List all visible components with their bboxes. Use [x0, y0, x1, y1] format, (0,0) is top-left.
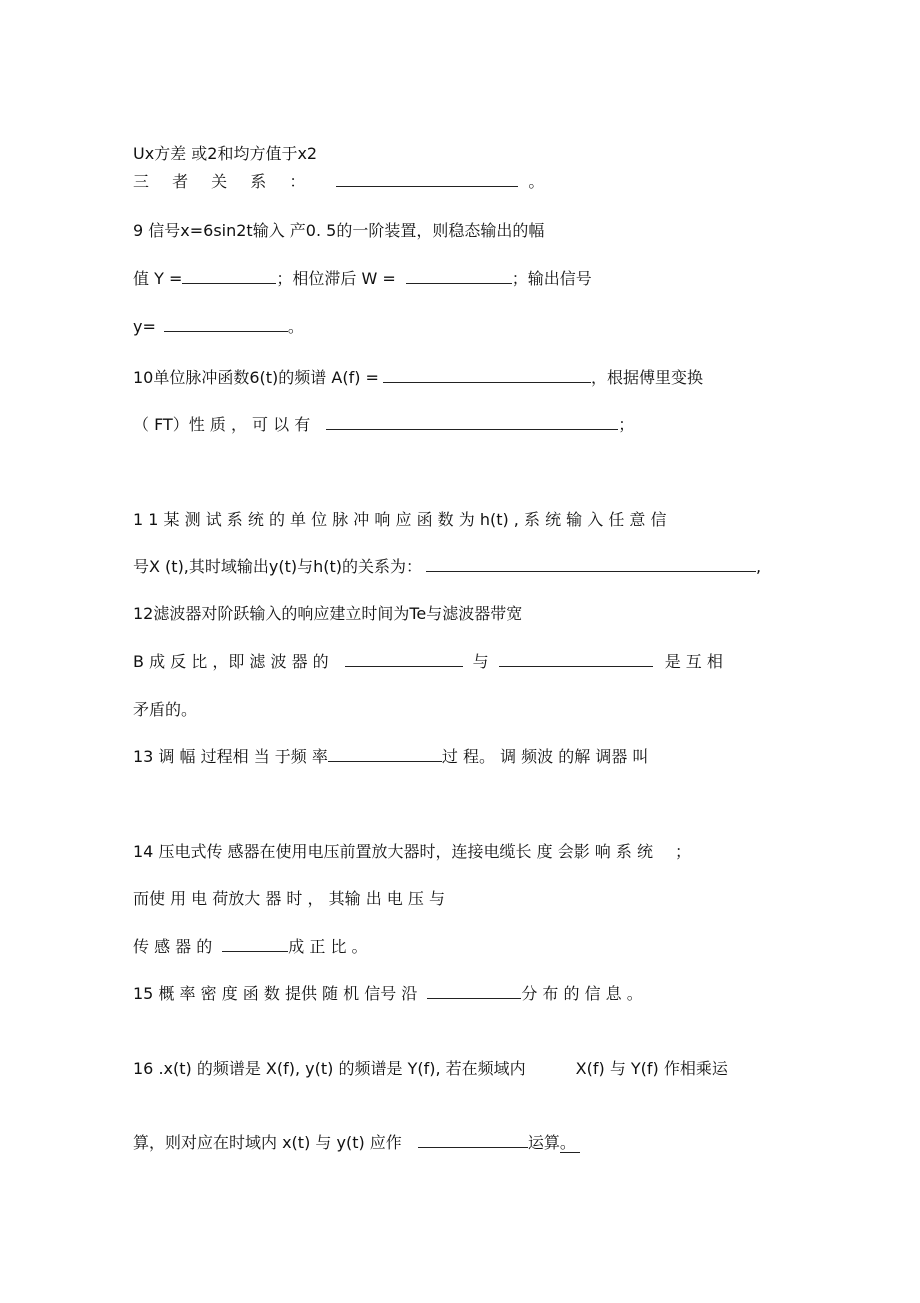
q14-text-b: ；: [674, 842, 691, 861]
q13-line1: [133, 746, 648, 768]
blank-field: [182, 268, 276, 284]
q10-text-b: ，根据傅里变换: [590, 368, 703, 387]
q12-line3: 矛盾的。: [133, 700, 198, 719]
q16-text-a: 16 .x(t) 的频谱是 X(f), y(t) 的频谱是 Y(f), 若在频域内: [133, 1059, 526, 1078]
q12-text-c: 是 互 相: [664, 652, 723, 671]
blank-field: [418, 1132, 528, 1148]
blank-field: [406, 268, 512, 284]
q14-line3: [133, 936, 368, 958]
q14-line1: [133, 841, 691, 863]
q9-text-a: 值 Y =: [133, 269, 183, 288]
q8-line2: [133, 171, 544, 193]
q11-line2: [133, 556, 761, 578]
q13-text-b: 过 程。 调 频波 的解 调器 叫: [441, 747, 649, 766]
q15-text-a: 15 概 率 密 度 函 数 提供 随 机 信号 沿: [133, 984, 418, 1003]
q12-line2: [133, 651, 723, 673]
blank-field: [426, 556, 756, 572]
q9-text-c: ；输出信号: [511, 269, 592, 288]
q15-line1: [133, 983, 643, 1005]
q10-line1: [133, 367, 703, 389]
q16-text-d: 运算: [527, 1133, 560, 1152]
blank-field: [345, 651, 463, 667]
q16-text-c: 算，则对应在时域内 x(t) 与 y(t) 应作: [133, 1133, 402, 1152]
q8-text: 三 者 关 系 ：: [133, 172, 315, 191]
q12-text-a: B 成 反 比 ，即 滤 波 器 的: [133, 652, 329, 671]
q12-text-b: 与: [472, 652, 489, 671]
q16-line2: [133, 1132, 580, 1154]
q14-text-c: 传 感 器 的: [133, 937, 213, 956]
q16-text-b: X(f) 与 Y(f) 作相乘运: [575, 1059, 728, 1078]
blank-field: [499, 651, 653, 667]
q10-end: ；: [618, 415, 635, 434]
q10-text-c: （ FT）性 质 ， 可 以 有: [133, 415, 311, 434]
q9-line2: [133, 268, 592, 290]
q14-text-d: 成 正 比 。: [288, 937, 368, 956]
blank-field: [326, 414, 618, 430]
q14-text-a: 14 压电式传 感器在使用电压前置放大器时，连接电缆长 度 会影 响 系 统: [133, 842, 653, 861]
q9-line1: 9 信号x=6sin2t输入 产0. 5的一阶装置，则稳态输出的幅: [133, 221, 545, 240]
q14-line2: 而使 用 电 荷放大 器 时 ， 其输 出 电 压 与: [133, 889, 445, 908]
q9-y-label: y=: [133, 317, 156, 336]
q11-line1: 1 1 某 测 试 系 统 的 单 位 脉 冲 响 应 函 数 为 h(t) , 系 统 输 入 任 意 信: [133, 510, 667, 529]
blank-field: [427, 983, 521, 999]
blank-field: [383, 367, 591, 383]
q12-line1: 12滤波器对阶跃输入的响应建立时间为Te与滤波器带宽: [133, 604, 523, 623]
q9-line3: [133, 316, 304, 338]
q11-text: 号X (t),其时域输出y(t)与h(t)的关系为：: [133, 557, 423, 576]
q10-line2: [133, 414, 634, 436]
q8-line1: Ux方差 或2和均方值于x2: [133, 144, 318, 163]
blank-field: [336, 171, 518, 187]
q15-text-b: 分 布 的 信 息 。: [521, 984, 643, 1003]
q16-end: 。: [560, 1133, 580, 1153]
blank-field: [222, 936, 288, 952]
q9-end: 。: [287, 317, 304, 336]
q11-end: ,: [756, 557, 762, 576]
q10-text-a: 10单位脉冲函数6(t)的频谱 A(f) =: [133, 368, 379, 387]
q16-line1: [133, 1058, 728, 1080]
blank-field: [328, 746, 442, 762]
blank-field: [164, 316, 288, 332]
q8-end: 。: [528, 172, 545, 191]
q9-text-b: ；相位滞后 W =: [276, 269, 396, 288]
q13-text-a: 13 调 幅 过程相 当 于频 率: [133, 747, 328, 766]
